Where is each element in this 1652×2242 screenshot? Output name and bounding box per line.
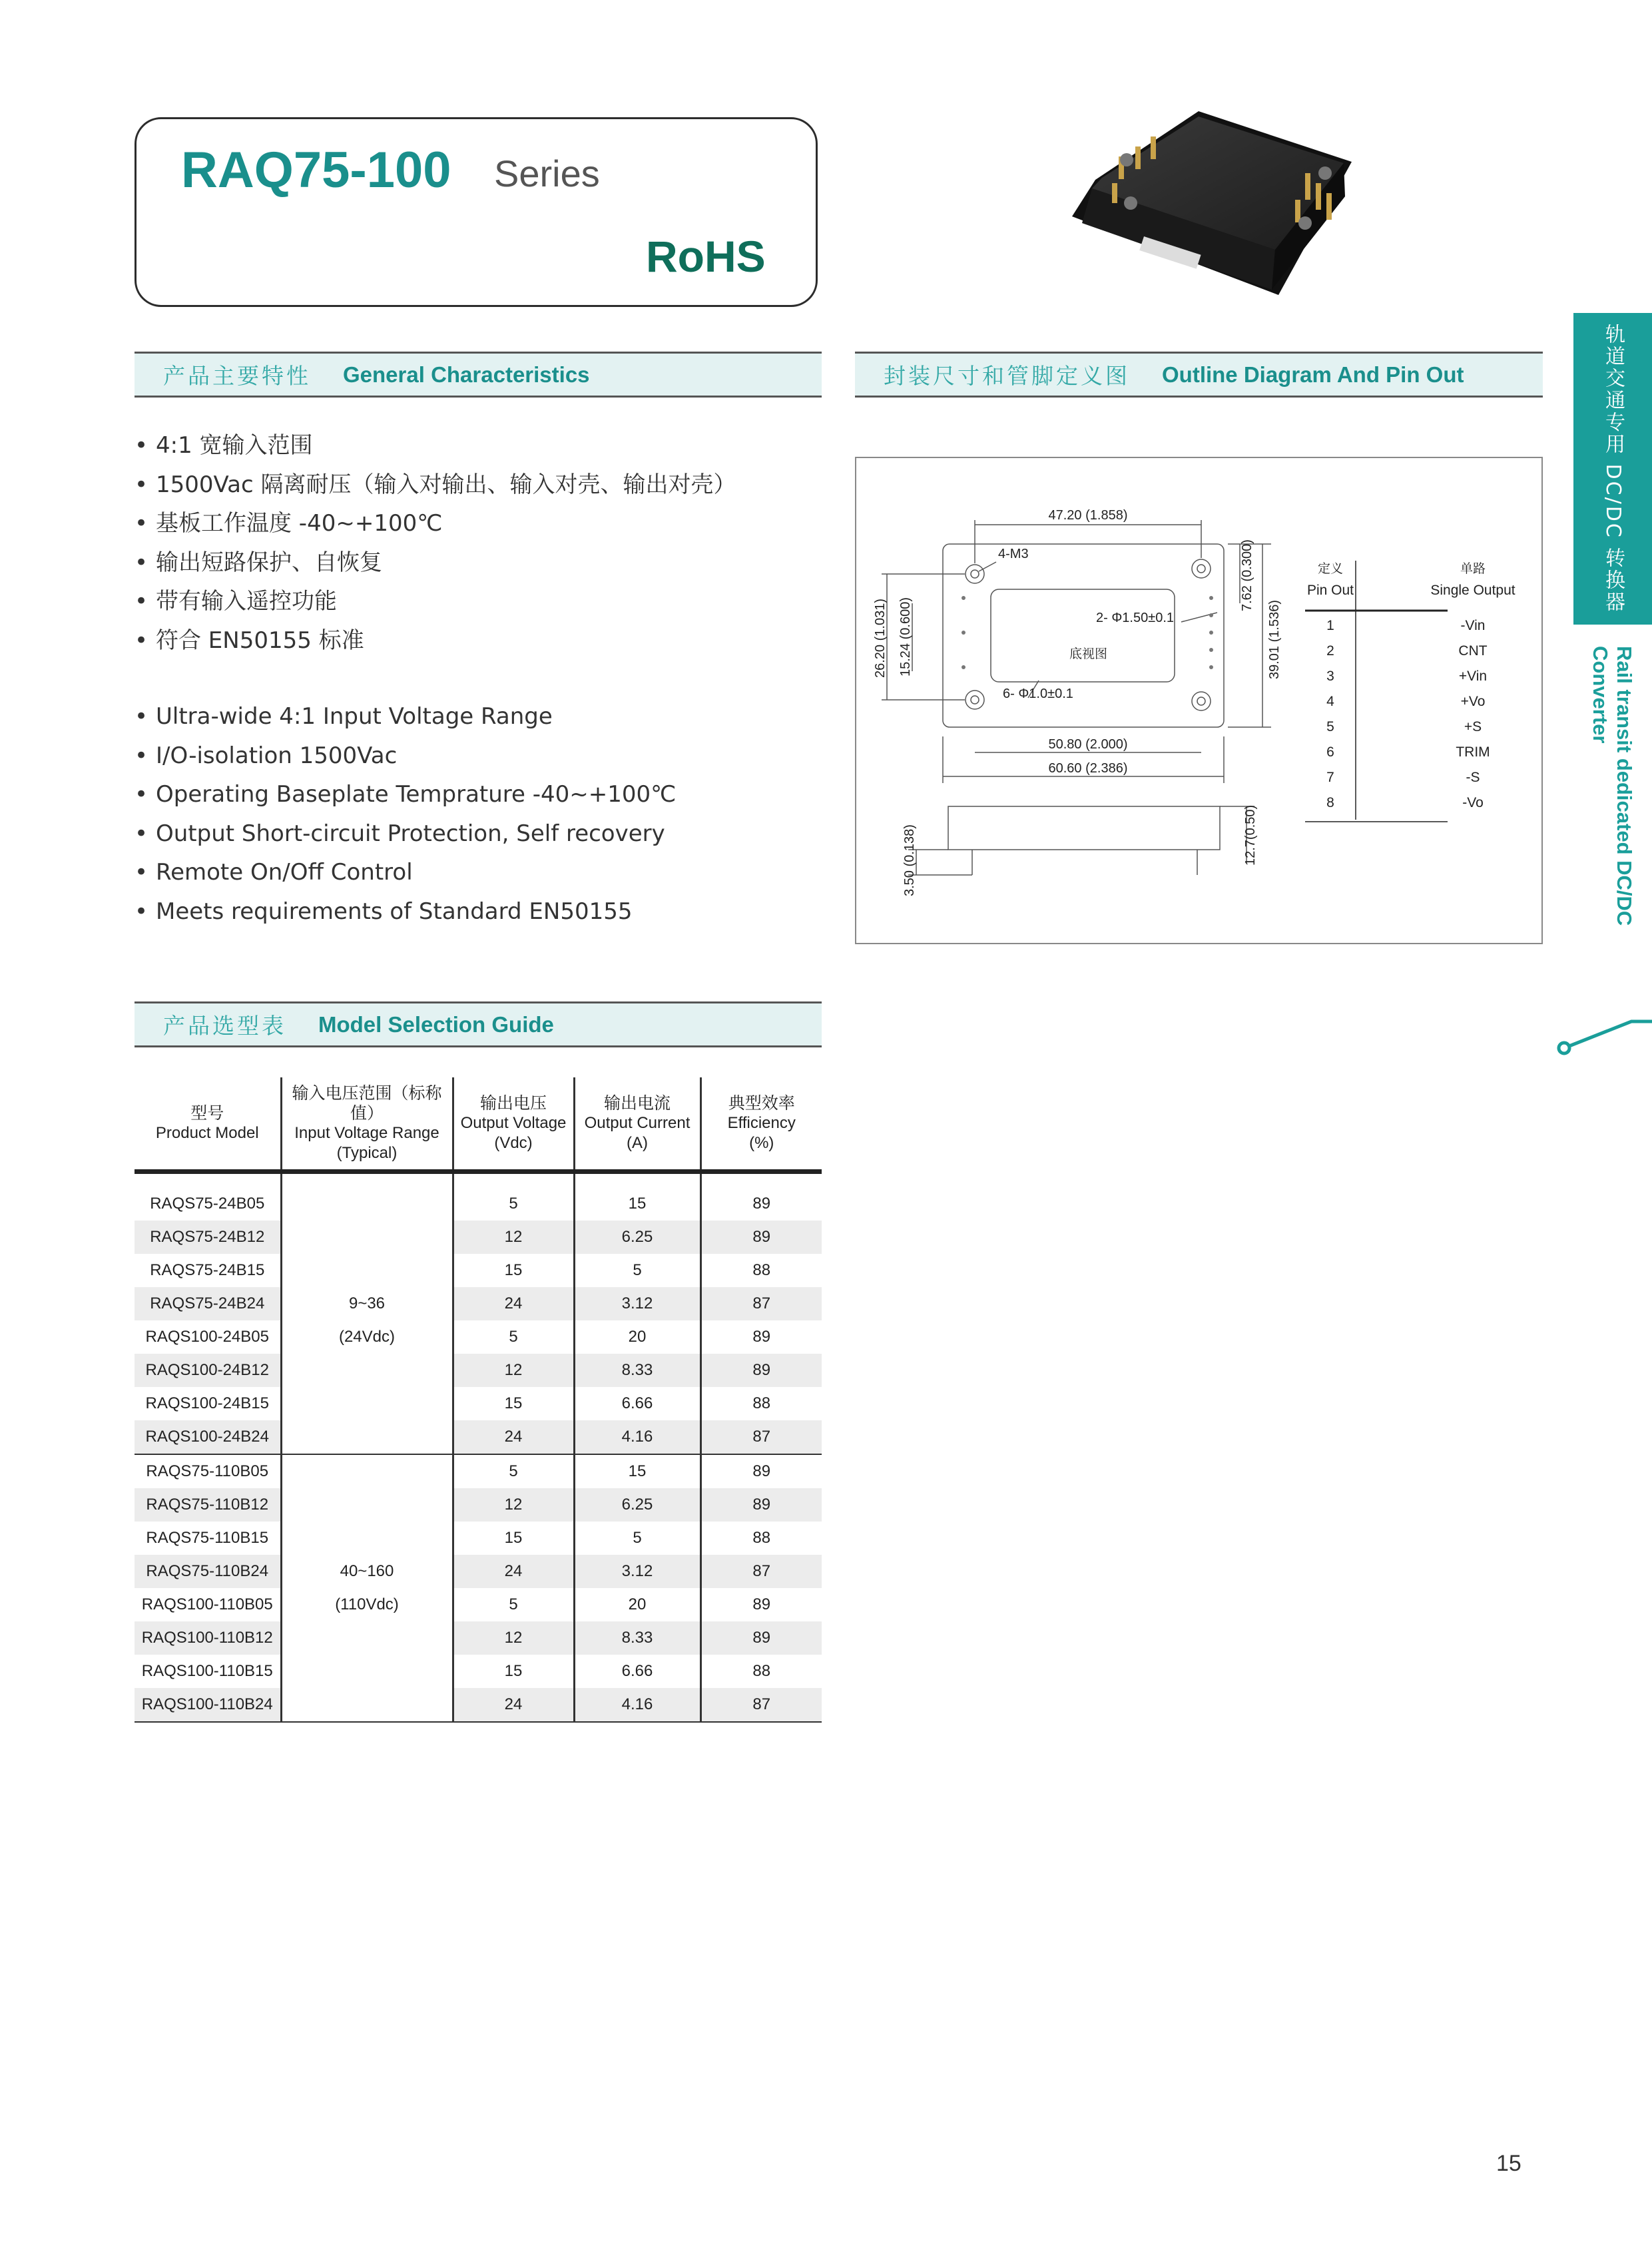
cell-output-current: 15 xyxy=(574,1187,700,1221)
table-header-row xyxy=(135,1077,822,1172)
spacer-cell xyxy=(135,1172,281,1188)
cell-output-current: 6.66 xyxy=(574,1387,700,1420)
cell-output-voltage: 12 xyxy=(453,1488,574,1522)
side-tab-label-en: Rail transit dedicated DC/DC Converter xyxy=(1589,646,1636,926)
cell-output-current: 8.33 xyxy=(574,1354,700,1387)
cell-output-current: 5 xyxy=(574,1254,700,1287)
model-selection-table xyxy=(135,1077,822,1723)
dim-w2: 60.60 (2.386) xyxy=(1048,761,1128,776)
bottom-view-label: 底视图 xyxy=(1069,647,1108,661)
pin-function: +S xyxy=(1464,719,1482,734)
cell-output-voltage: 5 xyxy=(453,1320,574,1354)
col-header-en2: (Vdc) xyxy=(494,1134,533,1152)
feature-item: • 基板工作温度 -40~+100℃ xyxy=(135,504,814,543)
table-row xyxy=(135,1254,822,1287)
cell-output-current: 6.25 xyxy=(574,1488,700,1522)
pin-number: 6 xyxy=(1326,744,1334,760)
pin-head-def-cn: 定义 xyxy=(1317,561,1344,576)
cell-model: RAQS100-24B24 xyxy=(135,1420,281,1454)
dim-h4: 39.01 (1.536) xyxy=(1267,600,1282,679)
cell-output-current: 4.16 xyxy=(574,1420,700,1454)
feature-item: • 输出短路保护、自恢复 xyxy=(135,543,814,583)
cell-output-current: 4.16 xyxy=(574,1688,700,1722)
input-range-value: 9~36 xyxy=(348,1294,386,1312)
col-header-cn: 型号 xyxy=(190,1103,224,1123)
pin-function: +Vo xyxy=(1460,694,1486,709)
rohs-label: RoHS xyxy=(646,232,766,281)
general-characteristics-header xyxy=(135,352,822,398)
pin-number: 2 xyxy=(1326,643,1334,659)
table-row xyxy=(135,1655,822,1688)
cell-efficiency: 89 xyxy=(700,1621,822,1655)
table-row xyxy=(135,1621,822,1655)
spacer-cell xyxy=(700,1172,822,1188)
cell-model: RAQS75-24B15 xyxy=(150,1261,265,1279)
pin-number: 4 xyxy=(1326,694,1334,709)
cell-output-current: 20 xyxy=(574,1588,700,1621)
cell-efficiency: 89 xyxy=(700,1354,822,1387)
pin-number: 3 xyxy=(1326,669,1334,684)
pin-number: 8 xyxy=(1326,795,1334,810)
col-header-en: Output Current xyxy=(584,1114,690,1132)
section-title-cn: 产品主要特性 xyxy=(163,363,311,389)
dim-h1: 26.20 (1.031) xyxy=(873,599,888,678)
cell-output-current: 6.66 xyxy=(574,1655,700,1688)
cell-model: RAQS100-110B05 xyxy=(141,1595,273,1613)
cell-model: RAQS75-110B24 xyxy=(135,1555,281,1588)
cell-output-voltage: 12 xyxy=(453,1354,574,1387)
col-header-cn: 典型效率 xyxy=(728,1093,795,1113)
cell-output-voltage: 5 xyxy=(453,1187,574,1221)
module-side-view xyxy=(948,806,1220,850)
pin-function: TRIM xyxy=(1456,744,1490,760)
feature-item: • Operating Baseplate Temprature -40~+100℃ xyxy=(135,775,814,814)
dim-h3: 7.62 (0.300) xyxy=(1240,539,1254,611)
cell-efficiency: 87 xyxy=(700,1420,822,1454)
feature-item: • 1500Vac 隔离耐压（输入对输出、输入对壳、输出对壳） xyxy=(135,465,814,505)
pin-dot xyxy=(962,596,965,600)
cell-model: RAQS100-24B12 xyxy=(135,1354,281,1387)
col-header-en2: (Typical) xyxy=(336,1144,398,1162)
cell-output-voltage: 5 xyxy=(453,1588,574,1621)
model-title: RAQ75-100 xyxy=(181,142,451,198)
mount-hole-inner xyxy=(971,696,979,704)
col-header-cn: 输入电压范围（标称值） xyxy=(292,1083,442,1123)
spacer-cell xyxy=(281,1172,453,1188)
pin-dot xyxy=(1209,613,1213,617)
cell-model: RAQS75-110B05 xyxy=(146,1462,269,1480)
cell-efficiency: 88 xyxy=(700,1387,822,1420)
col-header-en: Output Voltage xyxy=(460,1114,567,1132)
input-range-nominal: (110Vdc) xyxy=(335,1595,399,1613)
col-header-model xyxy=(135,1077,281,1172)
cell-output-voltage: 24 xyxy=(453,1420,574,1454)
circuit-line-decoration xyxy=(1553,1012,1652,1059)
cell-efficiency: 89 xyxy=(700,1187,822,1221)
col-header-en: Efficiency xyxy=(727,1114,796,1132)
pin-head-def-en: Pin Out xyxy=(1306,583,1354,598)
feature-item: • 符合 EN50155 标准 xyxy=(135,621,814,661)
pin-dot xyxy=(962,665,965,669)
feature-item: • Output Short-circuit Protection, Self recovery xyxy=(135,814,814,854)
feature-item: • 4:1 宽输入范围 xyxy=(135,426,814,465)
mount-hole xyxy=(1192,559,1211,578)
dim-m3-label: 4-M3 xyxy=(998,547,1029,561)
pin-function: -S xyxy=(1466,770,1480,785)
feature-item: • I/O-isolation 1500Vac xyxy=(135,736,814,776)
cell-output-voltage: 15 xyxy=(453,1387,574,1420)
spacer-cell xyxy=(453,1172,574,1188)
features-cn-list xyxy=(135,426,814,660)
cell-output-current: 15 xyxy=(574,1454,700,1488)
col-header-efficiency xyxy=(700,1077,822,1172)
table-spacer-row xyxy=(135,1172,822,1188)
cell-output-voltage: 12 xyxy=(453,1621,574,1655)
feature-item: • Ultra-wide 4:1 Input Voltage Range xyxy=(135,697,814,736)
feature-item: • 带有输入遥控功能 xyxy=(135,582,814,621)
dim-top-width: 47.20 (1.858) xyxy=(1048,508,1128,523)
table-row xyxy=(135,1488,822,1522)
cell-output-current: 3.12 xyxy=(574,1287,700,1320)
col-header-input-range xyxy=(281,1077,453,1172)
dim-side-h2: 12.7(0.50) xyxy=(1243,804,1258,866)
table-row xyxy=(135,1454,822,1488)
dim-hole15-label: 2- Φ1.50±0.1 xyxy=(1096,611,1175,625)
table-row xyxy=(135,1387,822,1420)
cell-model: RAQS75-24B12 xyxy=(135,1221,281,1254)
cell-input-range xyxy=(281,1454,453,1722)
cell-efficiency: 89 xyxy=(700,1588,822,1621)
table-row xyxy=(135,1221,822,1254)
dim-w1: 50.80 (2.000) xyxy=(1048,737,1128,752)
section-title-en: Outline Diagram And Pin Out xyxy=(1162,362,1464,387)
section-title-cn: 产品选型表 xyxy=(163,1013,286,1039)
cell-model: RAQS100-24B15 xyxy=(145,1394,269,1412)
mount-hole-inner xyxy=(971,570,979,578)
feature-item: • Meets requirements of Standard EN50155 xyxy=(135,892,814,932)
cell-model: RAQS75-24B24 xyxy=(135,1287,281,1320)
table-row xyxy=(135,1555,822,1588)
pin-number: 7 xyxy=(1326,770,1334,785)
pin-function: -Vo xyxy=(1462,795,1484,810)
cell-efficiency: 87 xyxy=(700,1555,822,1588)
pin-head-single-en: Single Output xyxy=(1430,583,1515,598)
col-header-en: Input Voltage Range xyxy=(294,1124,439,1142)
table-row xyxy=(135,1187,822,1221)
cell-model: RAQS75-24B05 xyxy=(150,1195,265,1213)
pin-function: CNT xyxy=(1458,643,1488,659)
table-row xyxy=(135,1688,822,1722)
mount-hole-inner xyxy=(1197,697,1205,705)
col-header-output-voltage xyxy=(453,1077,574,1172)
cell-efficiency: 87 xyxy=(700,1287,822,1320)
cell-efficiency: 87 xyxy=(700,1688,822,1722)
cell-model: RAQS75-110B12 xyxy=(135,1488,281,1522)
pin-function: -Vin xyxy=(1460,618,1486,633)
cell-output-current: 3.12 xyxy=(574,1555,700,1588)
pin-dot xyxy=(1209,648,1213,652)
col-header-output-current xyxy=(574,1077,700,1172)
cell-output-current: 8.33 xyxy=(574,1621,700,1655)
leader-line xyxy=(979,562,996,571)
col-header-en2: (A) xyxy=(627,1134,648,1152)
dim-h2: 15.24 (0.600) xyxy=(898,597,913,677)
cell-output-current: 20 xyxy=(574,1320,700,1354)
cell-output-current: 5 xyxy=(574,1522,700,1555)
cell-model: RAQS100-110B15 xyxy=(141,1662,273,1680)
mount-hole-inner xyxy=(1197,565,1205,573)
module-inner-recess xyxy=(991,589,1175,682)
series-label: Series xyxy=(494,152,600,194)
cell-efficiency: 89 xyxy=(700,1454,822,1488)
pin-number: 1 xyxy=(1326,618,1334,633)
pin-dot xyxy=(1209,665,1213,669)
feature-item: • Remote On/Off Control xyxy=(135,853,814,892)
cell-output-voltage: 15 xyxy=(453,1254,574,1287)
product-photo xyxy=(1065,110,1358,303)
outline-diagram-header xyxy=(855,352,1543,398)
table-row xyxy=(135,1588,822,1621)
dim-hole10-label: 6- Φ1.0±0.1 xyxy=(1003,687,1073,701)
mount-hole xyxy=(1192,692,1211,710)
cell-efficiency: 89 xyxy=(700,1488,822,1522)
cell-output-voltage: 24 xyxy=(453,1688,574,1722)
table-row xyxy=(135,1320,822,1354)
cell-efficiency: 88 xyxy=(700,1655,822,1688)
cell-model: RAQS75-110B15 xyxy=(146,1529,269,1547)
table-row xyxy=(135,1287,822,1320)
page-number: 15 xyxy=(1496,2151,1521,2176)
section-title-cn: 封装尺寸和管脚定义图 xyxy=(884,363,1130,389)
section-title-en: General Characteristics xyxy=(343,362,590,387)
pin-head-single-cn: 单路 xyxy=(1460,561,1486,576)
cell-input-range xyxy=(281,1187,453,1454)
cell-efficiency: 89 xyxy=(700,1320,822,1354)
table-row xyxy=(135,1420,822,1454)
dim-side-h: 3.50 (0.138) xyxy=(902,824,917,896)
pin-dot xyxy=(962,631,965,635)
cell-output-current: 6.25 xyxy=(574,1221,700,1254)
col-header-en2: (%) xyxy=(749,1134,774,1152)
cell-output-voltage: 12 xyxy=(453,1221,574,1254)
outline-diagram xyxy=(855,457,1543,944)
cell-efficiency: 89 xyxy=(700,1221,822,1254)
mount-hole xyxy=(965,565,984,583)
section-title-en: Model Selection Guide xyxy=(318,1011,554,1037)
model-selection-header xyxy=(135,1001,822,1047)
features-en-list xyxy=(135,697,814,931)
col-header-en: Product Model xyxy=(155,1124,259,1142)
spacer-cell xyxy=(574,1172,700,1188)
input-range-nominal: (24Vdc) xyxy=(338,1328,396,1346)
table-row xyxy=(135,1354,822,1387)
cell-model: RAQS100-110B24 xyxy=(135,1688,281,1722)
cell-output-voltage: 15 xyxy=(453,1655,574,1688)
side-tab-label-cn: 轨道交通专用 DC/DC 转换器 xyxy=(1601,324,1625,614)
mount-hole xyxy=(965,691,984,709)
cell-output-voltage: 5 xyxy=(453,1454,574,1488)
cell-output-voltage: 24 xyxy=(453,1287,574,1320)
input-range-value: 40~160 xyxy=(340,1562,394,1580)
pin-dot xyxy=(1209,631,1213,635)
cell-efficiency: 88 xyxy=(700,1522,822,1555)
pin-number: 5 xyxy=(1326,719,1334,734)
pin-dot xyxy=(1209,596,1213,600)
pin-function: +Vin xyxy=(1458,669,1488,684)
cell-output-voltage: 15 xyxy=(453,1522,574,1555)
cell-model: RAQS100-24B05 xyxy=(145,1328,269,1346)
module-outline xyxy=(943,544,1224,727)
table-row xyxy=(135,1522,822,1555)
col-header-cn: 输出电流 xyxy=(603,1093,671,1113)
col-header-cn: 输出电压 xyxy=(479,1093,547,1113)
cell-output-voltage: 24 xyxy=(453,1555,574,1588)
cell-model: RAQS100-110B12 xyxy=(135,1621,281,1655)
cell-efficiency: 88 xyxy=(700,1254,822,1287)
